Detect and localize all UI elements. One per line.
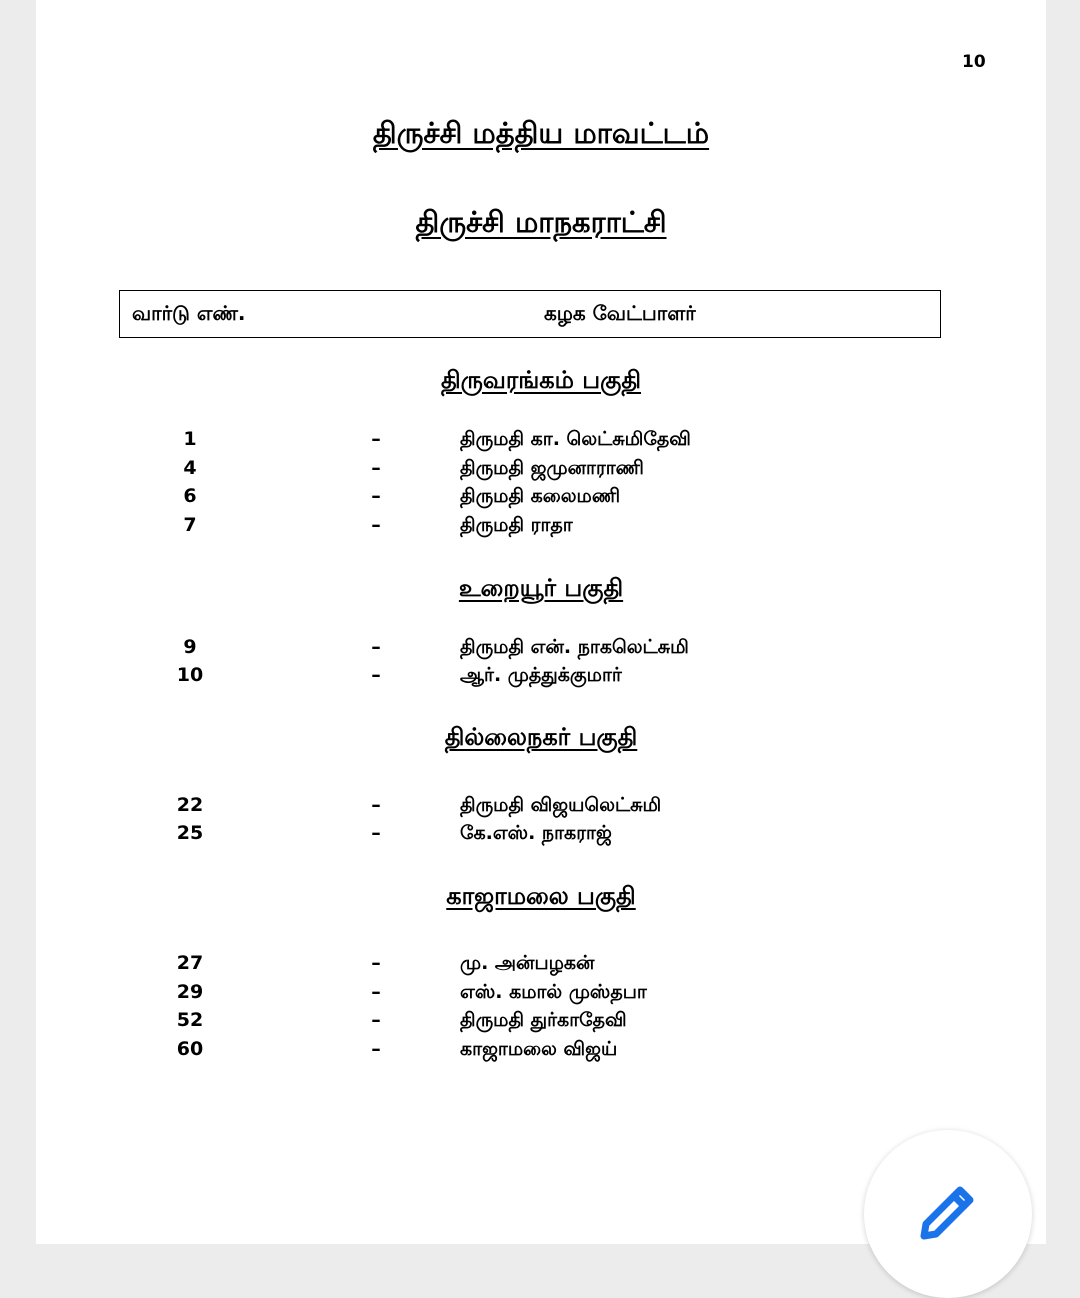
candidate-name: திருமதி விஜயலெட்சுமி [460, 794, 662, 816]
candidate-header: கழக வேட்பாளர் [544, 301, 696, 325]
candidate-name: ஆர். முத்துக்குமார் [460, 664, 622, 686]
separator: – [371, 485, 381, 507]
candidate-name: கே.எஸ். நாகராஜ் [460, 822, 612, 844]
section-title: உறையூர் பகுதி [458, 574, 624, 602]
list-item [36, 457, 1046, 485]
ward-number: 10 [176, 664, 204, 686]
candidate-name: திருமதி கலைமணி [460, 485, 621, 507]
separator: – [371, 514, 381, 536]
ward-number: 1 [183, 428, 197, 450]
ward-number: 4 [183, 457, 197, 479]
list-item [36, 636, 1046, 664]
ward-number: 7 [183, 514, 197, 536]
separator: – [371, 1009, 381, 1031]
list-item [36, 822, 1046, 850]
candidate-name: திருமதி என். நாகலெட்சுமி [460, 636, 689, 658]
candidate-name: திருமதி துர்காதேவி [460, 1009, 627, 1031]
list-item [36, 981, 1046, 1009]
ward-number: 27 [176, 952, 204, 974]
ward-number: 22 [176, 794, 204, 816]
candidate-name: திருமதி ஜமுனாராணி [460, 457, 644, 479]
list-item [36, 485, 1046, 513]
separator: – [371, 428, 381, 450]
ward-number: 29 [176, 981, 204, 1003]
ward-number: 25 [176, 822, 204, 844]
separator: – [371, 636, 381, 658]
separator: – [371, 952, 381, 974]
edit-button[interactable] [864, 1130, 1032, 1298]
section-title: தில்லைநகர் பகுதி [444, 723, 638, 751]
list-item [36, 514, 1046, 542]
section-title: காஜாமலை பகுதி [446, 882, 636, 910]
ward-number: 52 [176, 1009, 204, 1031]
separator: – [371, 822, 381, 844]
list-item [36, 794, 1046, 822]
candidate-name: திருமதி ராதா [460, 514, 573, 536]
ward-number-header: வார்டு எண். [132, 301, 246, 325]
section-title: திருவரங்கம் பகுதி [440, 366, 642, 394]
list-item [36, 428, 1046, 456]
table-header [119, 290, 941, 338]
document-subtitle: திருச்சி மாநகராட்சி [415, 205, 667, 239]
page-number: 10 [962, 52, 986, 72]
candidate-name: மு. அன்பழகன் [460, 952, 595, 974]
candidate-name: எஸ். கமால் முஸ்தபா [460, 981, 647, 1003]
separator: – [371, 1038, 381, 1060]
separator: – [371, 794, 381, 816]
candidate-name: காஜாமலை விஜய் [460, 1038, 618, 1060]
ward-number: 6 [183, 485, 197, 507]
list-item [36, 1009, 1046, 1037]
ward-number: 9 [183, 636, 197, 658]
ward-number: 60 [176, 1038, 204, 1060]
separator: – [371, 457, 381, 479]
separator: – [371, 981, 381, 1003]
pencil-icon [916, 1180, 980, 1244]
list-item [36, 664, 1046, 692]
candidate-name: திருமதி கா. லெட்சுமிதேவி [460, 428, 691, 450]
separator: – [371, 664, 381, 686]
document-title: திருச்சி மத்திய மாவட்டம் [372, 116, 710, 150]
document-page [36, 0, 1046, 1244]
list-item [36, 1038, 1046, 1066]
list-item [36, 952, 1046, 980]
